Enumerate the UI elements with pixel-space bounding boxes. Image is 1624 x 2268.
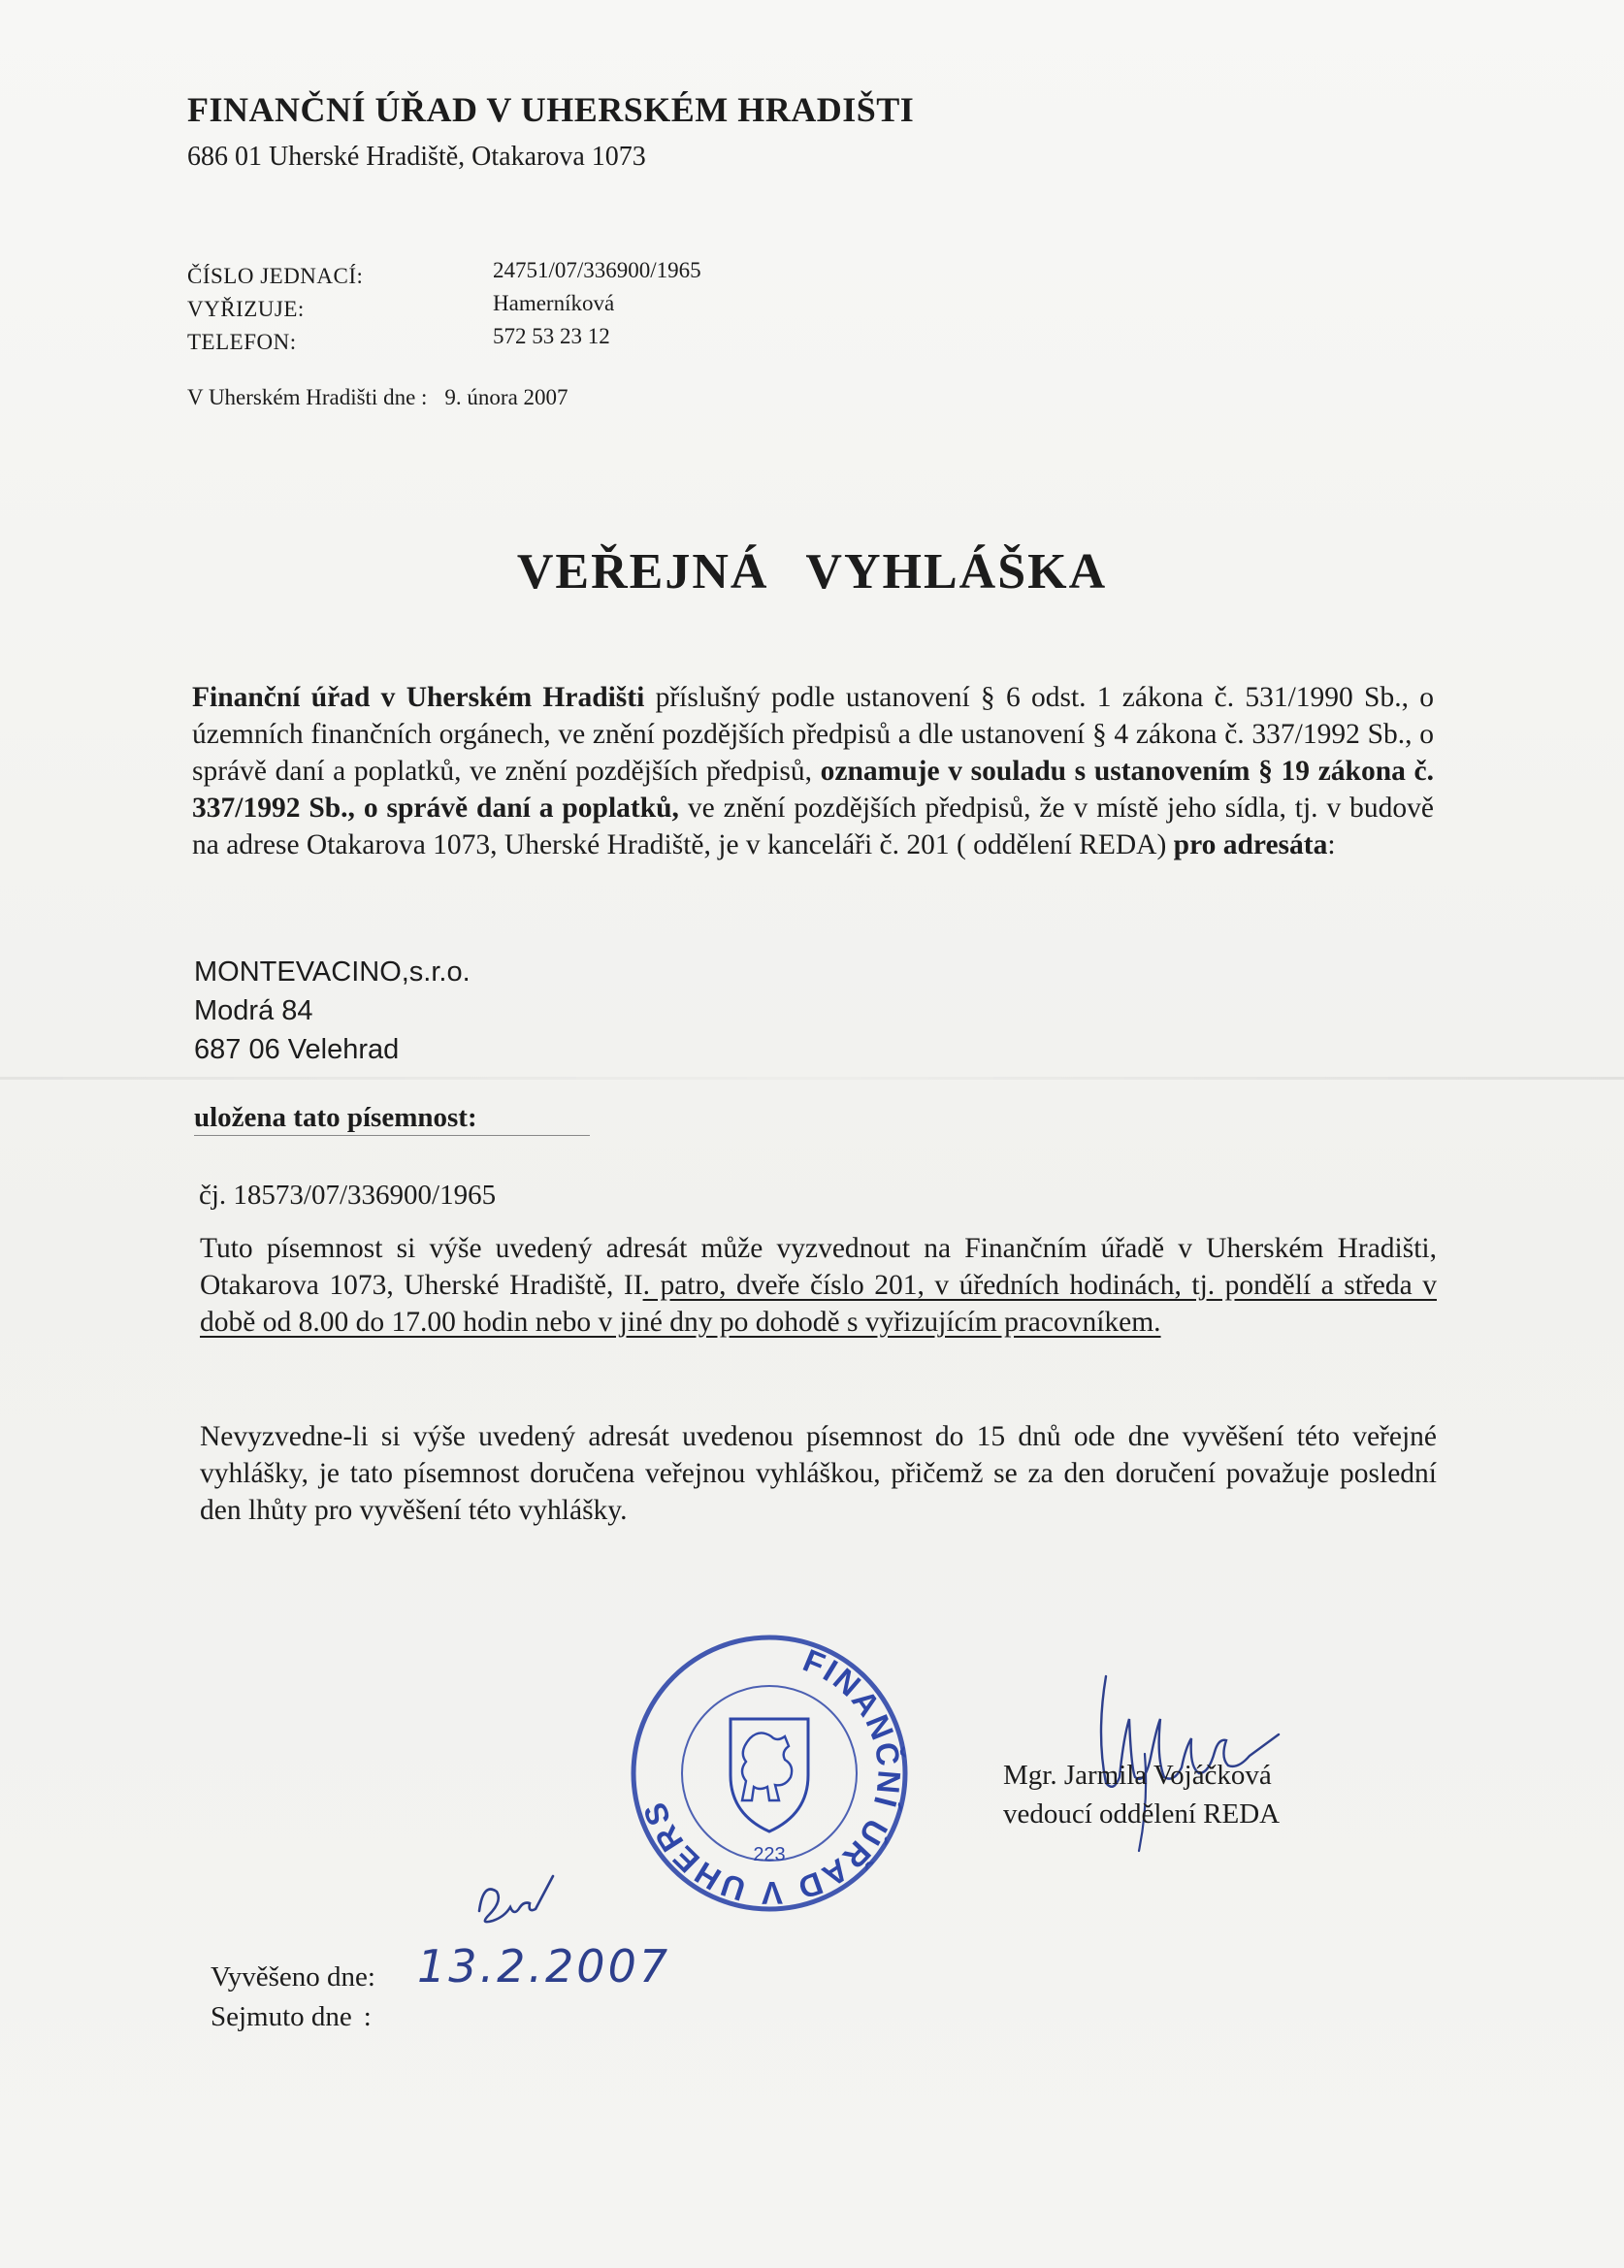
paper-fold-line (0, 1077, 1624, 1080)
signer-name: Mgr. Jarmila Vojáčková (1003, 1760, 1272, 1791)
reference-number-label: ČÍSLO JEDNACÍ: (187, 264, 364, 288)
title-word-2: VYHLÁŠKA (805, 544, 1108, 599)
meta-labels (187, 260, 363, 359)
p1-text-3: : (1327, 829, 1336, 860)
removed-line (211, 1997, 375, 2037)
title-word-1: VEŘEJNÁ (516, 544, 769, 599)
authority-address: 686 01 Uherské Hradiště, Otakarova 1073 (187, 142, 646, 172)
deposited-reference: čj. 18573/07/336900/1965 (199, 1180, 497, 1211)
p1-bold-recipient: pro adresáta (1173, 829, 1328, 860)
authority-name: FINANČNÍ ÚŘAD V UHERSKÉM HRADIŠTI (187, 90, 915, 129)
removed-label: Sejmuto dne (211, 2001, 352, 2032)
stamp-ring-text: FINANČNÍ ÚŘAD V UHERSKÉM (635, 1641, 908, 1912)
phone-label: TELEFON: (187, 330, 297, 354)
handled-by-value: Hamerníková (493, 291, 615, 315)
lion-icon (742, 1733, 792, 1800)
p1-text-1: příslušný podle ustanovení § 6 odst. 1 zákona č. 531/1990 Sb., o územních finančních orgánech, ve znění pozdějších předpisů a dle ustanovení § 4 zákona č. 337/1992 Sb., o správě daní a poplatků, ve znění pozdějších předpisů, (192, 682, 1434, 787)
posting-block (211, 1958, 375, 2037)
deposited-label: uložena tato písemnost: (194, 1102, 477, 1133)
issue-date-label: V Uherském Hradišti dne : (187, 385, 428, 409)
pickup-paragraph (200, 1230, 1437, 1341)
recipient-street: Modrá 84 (194, 995, 313, 1026)
p1-text-2: ve znění pozdějších předpisů, že v místě jeho sídla, tj. v budově na adrese Otakarova 1073, Uherské Hradiště, je v kanceláři č. 201 ( oddělení REDA) (192, 793, 1434, 860)
recipient-city: 687 06 Velehrad (194, 1034, 400, 1065)
recipient-name: MONTEVACINO,s.r.o. (194, 956, 471, 988)
recipient-address (194, 953, 471, 1069)
posted-label: Vyvěšeno dne: (211, 1961, 375, 1993)
issue-date-value: 9. února 2007 (444, 385, 568, 409)
stamp-number: 223 (753, 1844, 786, 1865)
p1-bold-announces: oznamuje v souladu s ustanovením § 19 zákona č. 337/1992 Sb., o správě daní a poplatků, (192, 756, 1434, 824)
removed-colon: : (363, 2001, 372, 2032)
official-stamp (626, 1630, 913, 1917)
phone-value: 572 53 23 12 (493, 324, 610, 348)
handwritten-initials (466, 1872, 563, 1950)
p2-underlined-text: . patro, dveře číslo 201, v úředních hodinách, tj. pondělí a středa v době od 8.00 do 17.00 hodin nebo v jiné dny po dohodě s vyřizujícím pracovníkem. (200, 1270, 1437, 1338)
document-title (0, 543, 1624, 600)
p2-text: Tuto písemnost si výše uvedený adresát může vyzvednout na Finančním úřadě v Uherském Hradišti, Otakarova 1073, Uherské Hradiště, II (200, 1233, 1437, 1301)
signer-position: vedoucí oddělení REDA (1003, 1798, 1281, 1830)
delivery-paragraph: Nevyzvedne-li si výše uvedený adresát uvedenou písemnost do 15 dnů ode dne vyvěšení této veřejné vyhlášky, je tato písemnost doručena veřejnou vyhláškou, přičemž se za den doručení považuje poslední den lhůty pro vyvěšení této vyhlášky. (200, 1421, 1437, 1526)
posted-date-handwritten: 13.2.2007 (417, 1940, 671, 1993)
p1-bold-authority: Finanční úřad v Uherském Hradišti (192, 682, 645, 713)
deposited-rule (194, 1135, 590, 1136)
reference-number-value: 24751/07/336900/1965 (493, 258, 701, 282)
handled-by-label: VYŘIZUJE: (187, 297, 305, 321)
issue-date-line (187, 385, 586, 410)
notice-paragraph (192, 679, 1434, 863)
signer-block (1003, 1756, 1280, 1833)
meta-values (493, 254, 701, 353)
